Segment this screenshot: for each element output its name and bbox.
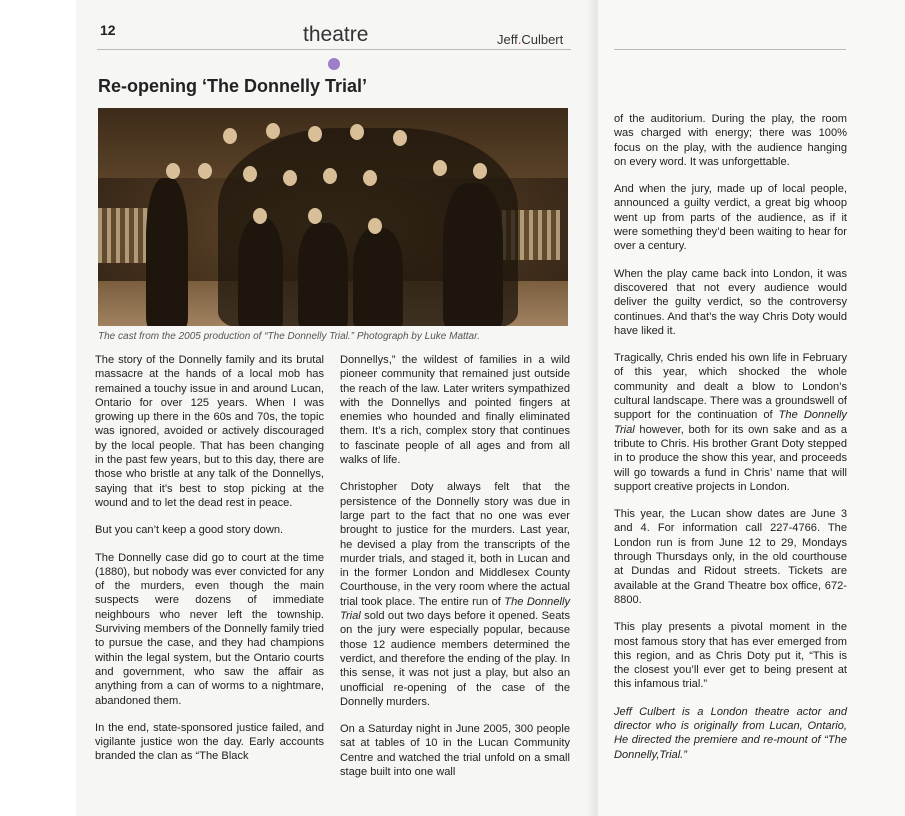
paragraph: of the auditorium. During the play, the room was charged with energy; there was 100% focus on the play, with the audience hanging on every word. It was unforgettable. xyxy=(614,113,847,168)
cast-figure xyxy=(443,183,503,326)
cast-figure xyxy=(238,218,283,326)
cast-face xyxy=(363,170,377,186)
cast-face xyxy=(473,163,487,179)
article-column-1 xyxy=(95,353,324,777)
play-title: The Donnelly Trial xyxy=(340,595,570,623)
cast-face xyxy=(253,208,267,224)
cast-face xyxy=(433,160,447,176)
cast-figure xyxy=(146,178,188,326)
play-title: The Donnelly Trial xyxy=(614,409,847,436)
author-first-name: Jeff xyxy=(497,32,518,47)
paragraph: The Donnelly case did go to court at the time (1880), but nobody was ever convicted for any of the murders, even though the main suspects were dozens of immediate neighbours who never left the township. Surviving members of the Donnelly family tried to pursue the case, and they had champions within the legal system, but the Ontario courts and government, who saw the affair as anything from a can of worms to a nightmare, abandoned them. xyxy=(95,551,324,707)
cast-face xyxy=(243,166,257,182)
cast-face xyxy=(308,208,322,224)
page-number: 12 xyxy=(100,22,116,38)
paragraph xyxy=(340,480,570,709)
article-column-2 xyxy=(340,353,570,792)
author-dot: . xyxy=(517,32,522,47)
author-bio: Jeff Culbert is a London theatre actor and director who is originally from Lucan, Ontario, He directed the premiere and re-mount of “The Donnelly,Trial.” xyxy=(614,705,847,761)
cast-face xyxy=(266,123,280,139)
cast-face xyxy=(166,163,180,179)
paragraph-text: sold out two days before it opened. Seats on the jury were especially popular, because those 12 audience members determined the verdict, and therefore the ending of the play. In this sense, it was not just a play, but also an unofficial re-opening of the case of the Donnelly murders. xyxy=(340,610,570,708)
cast-photo xyxy=(98,108,568,326)
cast-face xyxy=(308,126,322,142)
paragraph-text: Tragically, Chris ended his own life in February of this year, which shocked the whole community and dealt a blow to London’s cultural landscape. There was a groundswell of support for the continuation of xyxy=(614,352,847,422)
paragraph: But you can’t keep a good story down. xyxy=(95,524,284,537)
header-rule-right xyxy=(614,49,846,50)
photo-railing-left xyxy=(98,208,153,263)
paragraph: Donnellys,” the wildest of families in a wild pioneer community that remained just outside the reach of the law. Later writers sympathized with the Donnellys and pointed fingers at enemies who hounded and finally eliminated them. It’s a rich, complex story that continues to fascinate people of all ages and from all walks of life. xyxy=(340,354,570,467)
paragraph: The story of the Donnelly family and its brutal massacre at the hands of a local mob has remained a touchy issue in and around Lucan, Ontario for over 125 years. When I was growing up there in the 60s and 70s, the topic was ignored, avoided or actively discouraged by the local people. That has been changing in the past few years, but to this day, there are those who bristle at any talk of the Donnellys, saying that it’s best to stop picking at the wound and to let the dead rest in peace. xyxy=(95,354,324,509)
cast-face xyxy=(350,124,364,140)
cast-face xyxy=(393,130,407,146)
paragraph: This year, the Lucan show dates are June 3 and 4. For information call 227-4766. The London run is from June 12 to 29, Mondays through Thursdays only, in the old courthouse at Dundas and Ridout streets. Tickets are available at the Grand Theatre box office, 672-8800. xyxy=(614,508,847,606)
paragraph: This play presents a pivotal moment in the most famous story that has ever emerged from this region, and as Chris Doty put it, “This is the closest you’ll ever get to being present at this infamous trial.” xyxy=(614,621,847,691)
section-title: theatre xyxy=(303,23,369,46)
cast-face xyxy=(368,218,382,234)
cast-face xyxy=(283,170,297,186)
paragraph: In the end, state-sponsored justice failed, and vigilante justice won the day. Early accounts branded the clan as “The Black xyxy=(95,721,324,763)
cast-figure xyxy=(298,223,348,326)
cast-face xyxy=(223,128,237,144)
paragraph: When the play came back into London, it was discovered that not every audience would deliver the guilty verdict, so the controversy continues. And that’s the way Chris Doty would have liked it. xyxy=(614,267,847,337)
section-bullet xyxy=(328,58,340,70)
author-byline xyxy=(497,32,563,47)
paragraph: On a Saturday night in June 2005, 300 people sat at tables of 10 in the Lucan Community Centre and watched the trial unfold on a small stage built into one wall xyxy=(340,723,570,779)
paragraph xyxy=(614,351,847,494)
header-rule xyxy=(97,49,571,50)
cast-face xyxy=(323,168,337,184)
photo-caption: The cast from the 2005 production of “The Donnelly Trial.” Photograph by Luke Mattar. xyxy=(98,331,480,342)
paragraph-text: however, both for its own sake and as a tribute to Chris. His brother Grant Doty stepped in to produce the show this year, and proceeds will go towards a fund in Chris’ name that will support creative projects in London. xyxy=(614,423,847,493)
author-last-name: Culbert xyxy=(521,32,564,47)
article-headline: Re-opening ‘The Donnelly Trial’ xyxy=(98,76,368,96)
article-column-3 xyxy=(614,112,847,775)
cast-figure xyxy=(353,228,403,326)
paragraph: And when the jury, made up of local people, announced a guilty verdict, a great big whoop went up from parts of the audience, as if it were something they’d been waiting to hear for over a century. xyxy=(614,183,847,253)
cast-face xyxy=(198,163,212,179)
paragraph-text: Christopher Doty always felt that the persistence of the Donnelly story was due in large part to the fact that no one was ever brought to justice for the murders. Last year, he devised a play from the transcripts of the murder trials, and staged it, both in Lucan and in the former London and Middlesex County Courthouse, in the very room where the actual trial took place. The entire run of xyxy=(340,481,570,608)
